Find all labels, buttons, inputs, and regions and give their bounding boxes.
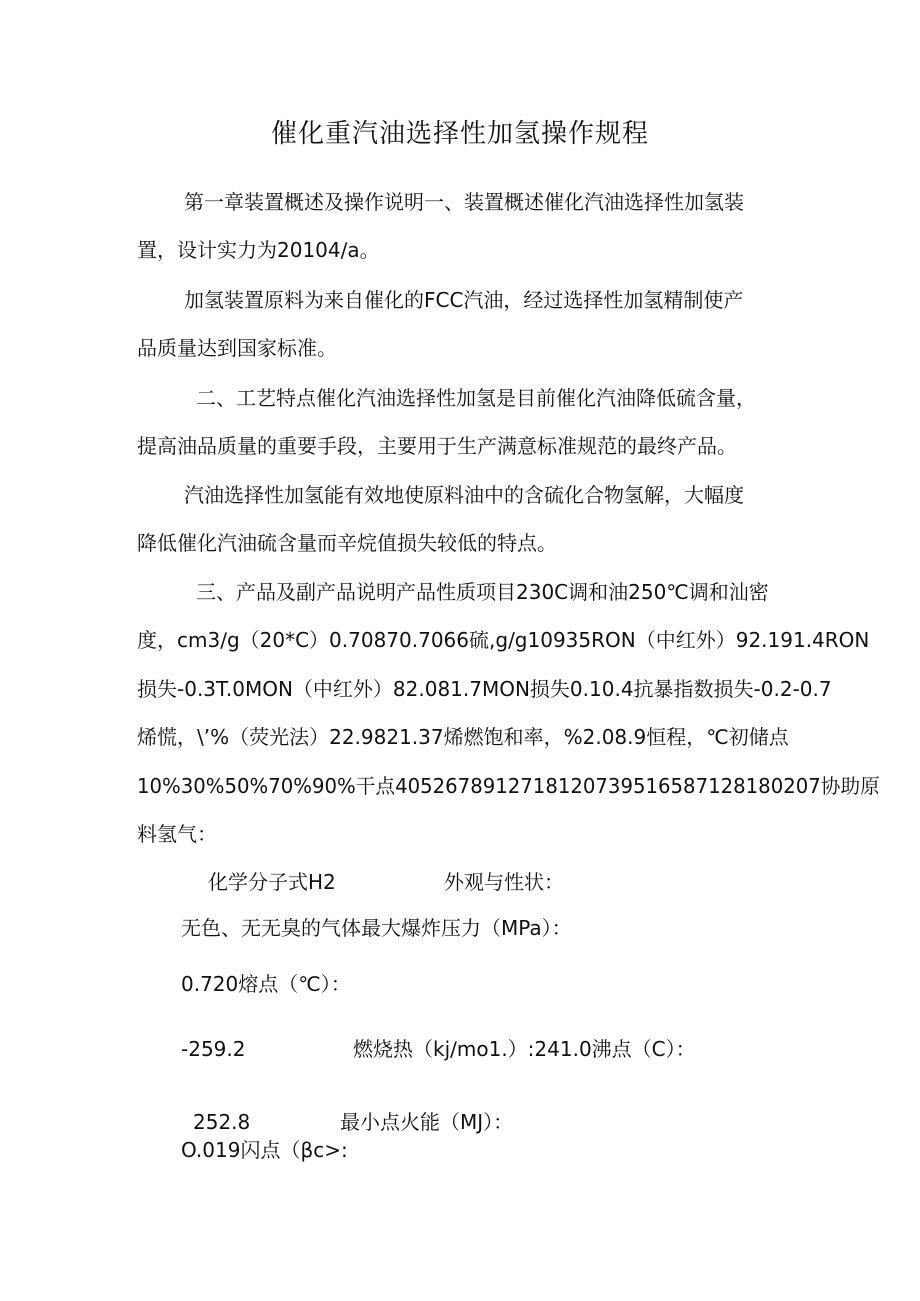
paragraph-line: 二、工艺特点催化汽油选择性加氢是目前催化汽油降低硫含量，	[196, 386, 756, 410]
paragraph-line: 置，设计实力为20104∕a。	[137, 238, 380, 262]
h2-combustion-heat: 燃烧热（kj∕mo1.）:241.0沸点（C）：	[353, 1037, 696, 1061]
paragraph-line: 品质量达到国家标准。	[137, 336, 337, 360]
h2-flash-point: O.019闪点（βc>:	[181, 1138, 348, 1162]
h2-melting-point: 0.720熔点（℃）：	[181, 972, 351, 996]
paragraph-line: 降低催化汽油硫含量而辛烷值损失较低的特点。	[137, 531, 557, 555]
document-title: 催化重汽油选择性加氢操作规程	[270, 119, 649, 149]
paragraph-line: 烯慌，\’%（荧光法）22.9821.37烯燃饱和率，%2.08.9恒程，℃初储点	[137, 725, 789, 749]
paragraph-line: 第一章装置概述及操作说明一、装置概述催化汽油选择性加氢装	[184, 190, 744, 214]
h2-value-a: -259.2	[181, 1037, 246, 1061]
paragraph-line: 损失-0.3T.0MON（中红外）82.081.7MON损失0.10.4抗暴指数损失-0.2-0.7	[137, 677, 832, 701]
h2-appearance-label: 外观与性状：	[444, 870, 564, 894]
paragraph-line: 度，cm3∕g（20*C）0.70870.7066硫,g/g10935RON（中红外）92.191.4RON	[137, 628, 870, 652]
paragraph-line: 三、产品及副产品说明产品性质项目230C调和油250℃调和汕密	[196, 580, 769, 604]
paragraph-line: 10%30%50%70%90%干点405267891271812073951658712818​0207协助原	[137, 774, 880, 798]
h2-formula: 化学分子式H2	[208, 870, 336, 894]
paragraph-line: 汽油选择性加氢能有效地使原料油中的含硫化合物氢解，大幅度	[184, 483, 744, 507]
h2-value-b: 252.8	[193, 1110, 251, 1134]
h2-appearance: 无色、无无臭的气体最大爆炸压力（MPa）：	[181, 916, 572, 940]
h2-min-ignition-energy: 最小点火能（MJ）：	[340, 1110, 514, 1134]
paragraph-line: 加氢装置原料为来自催化的FCC汽油，经过选择性加氢精制使产	[184, 288, 744, 312]
paragraph-line: 料氢气：	[137, 822, 217, 846]
paragraph-line: 提高油品质量的重要手段，主要用于生产满意标准规范的最终产品。	[137, 434, 737, 458]
